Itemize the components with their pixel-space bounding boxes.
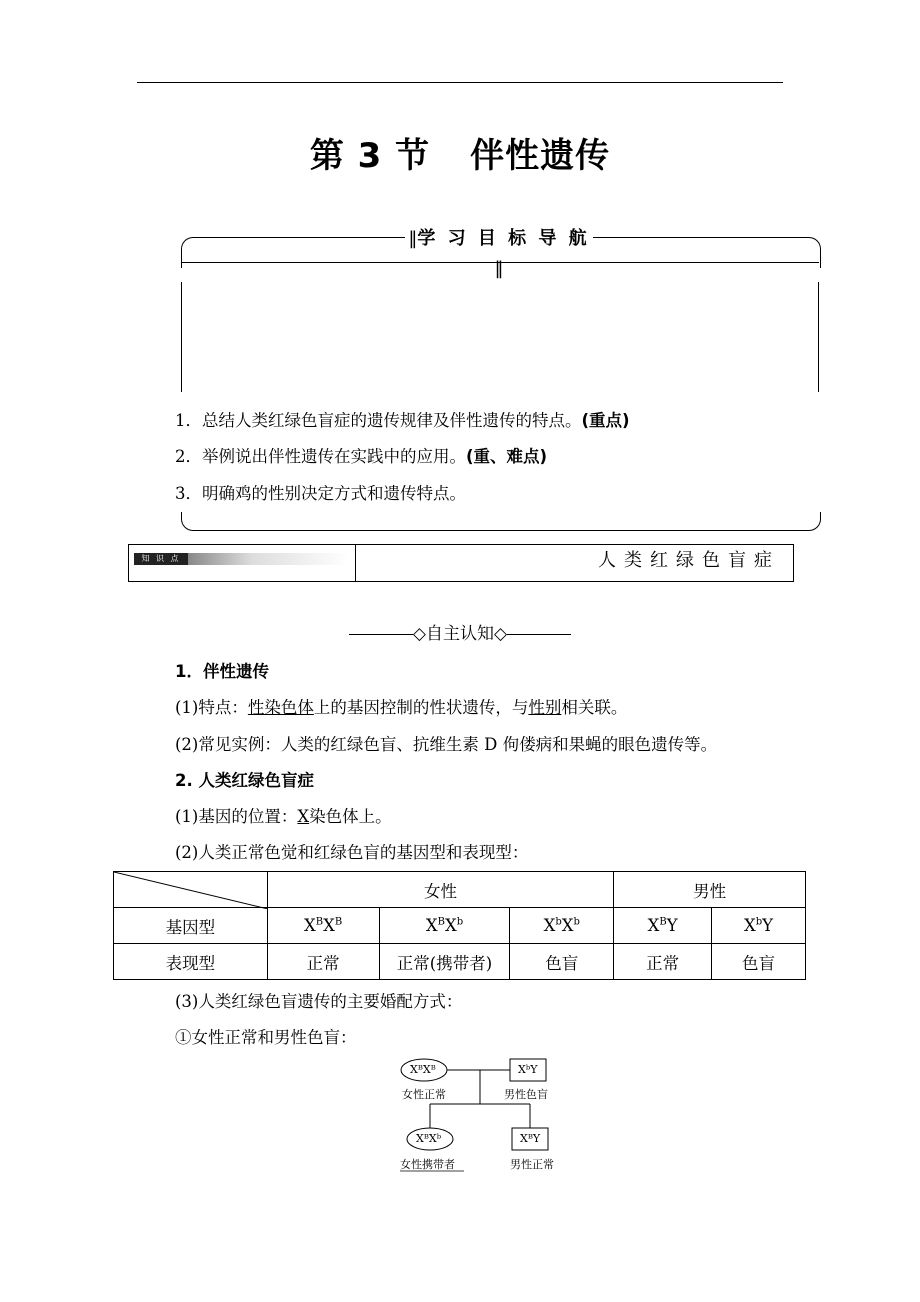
table-row-label: 表现型 bbox=[114, 944, 268, 980]
heading-color-blindness: 2. 人类红绿色盲症 bbox=[175, 771, 314, 790]
father-label: 男性色盲 bbox=[504, 1088, 548, 1101]
objectives-frame-left bbox=[181, 282, 182, 392]
banner-divider bbox=[355, 544, 356, 582]
table-cell: $X^BX^B$ bbox=[267, 908, 379, 944]
mother-genotype: XᴮXᴮ bbox=[410, 1063, 436, 1076]
heading-sex-linked: 1．伴性遗传 bbox=[175, 662, 269, 681]
paragraph-gene-location: (1)基因的位置：X染色体上。 bbox=[175, 807, 392, 826]
objectives-heading: ‖学 习 目 标 导 航‖ bbox=[405, 224, 593, 254]
objectives-frame-bottom bbox=[181, 512, 821, 531]
banner-gradient bbox=[188, 553, 348, 565]
son-label: 男性正常 bbox=[510, 1158, 554, 1171]
table-cell: $X^BY$ bbox=[614, 908, 712, 944]
father-genotype: XᵇY bbox=[518, 1063, 538, 1076]
table-cell: 正常(携带者) bbox=[379, 944, 510, 980]
genotype-table bbox=[113, 871, 806, 980]
paragraph-feature: (1)特点：性染色体上的基因控制的性状遗传，与性别相关联。 bbox=[175, 698, 628, 717]
table-cell: 正常 bbox=[614, 944, 712, 980]
objective-item: 3．明确鸡的性别决定方式和遗传特点。 bbox=[175, 484, 466, 503]
son-genotype: XᴮY bbox=[520, 1132, 541, 1145]
table-header-female: 女性 bbox=[267, 872, 614, 908]
paragraph-examples: (2)常见实例：人类的红绿色盲、抗维生素 D 佝偻病和果蝇的眼色遗传等。 bbox=[175, 735, 718, 754]
paragraph-case-one: ①女性正常和男性色盲： bbox=[175, 1028, 357, 1047]
table-header-male: 男性 bbox=[614, 872, 806, 908]
table-cell: 色盲 bbox=[510, 944, 614, 980]
pedigree-diagram bbox=[380, 1052, 600, 1177]
page-title: 第 3 节 伴性遗传 bbox=[309, 136, 611, 176]
objective-item: 2．举例说出伴性遗传在实践中的应用。(重、难点) bbox=[175, 447, 548, 466]
knowledge-point-tag: 知 识 点 bbox=[134, 553, 188, 565]
paragraph-table-intro: (2)人类正常色觉和红绿色盲的基因型和表现型： bbox=[175, 843, 529, 862]
mother-label: 女性正常 bbox=[402, 1088, 446, 1101]
table-cell: $X^bY$ bbox=[712, 908, 806, 944]
table-row-label: 基因型 bbox=[114, 908, 268, 944]
table-corner-cell bbox=[114, 872, 268, 908]
section-heading: ◇自主认知◇ bbox=[0, 619, 920, 644]
paragraph-mating-types: (3)人类红绿色盲遗传的主要婚配方式： bbox=[175, 992, 463, 1011]
table-cell: $X^BX^b$ bbox=[379, 908, 510, 944]
daughter-genotype: XᴮXᵇ bbox=[416, 1132, 442, 1145]
objective-item: 1．总结人类红绿色盲症的遗传规律及伴性遗传的特点。(重点) bbox=[175, 411, 630, 430]
knowledge-point-title: 人类红绿色盲症 bbox=[598, 550, 780, 571]
header-rule bbox=[137, 82, 783, 83]
table-cell: 色盲 bbox=[712, 944, 806, 980]
table-cell: $X^bX^b$ bbox=[510, 908, 614, 944]
objectives-frame-right bbox=[818, 282, 819, 392]
table-cell: 正常 bbox=[267, 944, 379, 980]
daughter-label: 女性携带者 bbox=[400, 1158, 455, 1171]
